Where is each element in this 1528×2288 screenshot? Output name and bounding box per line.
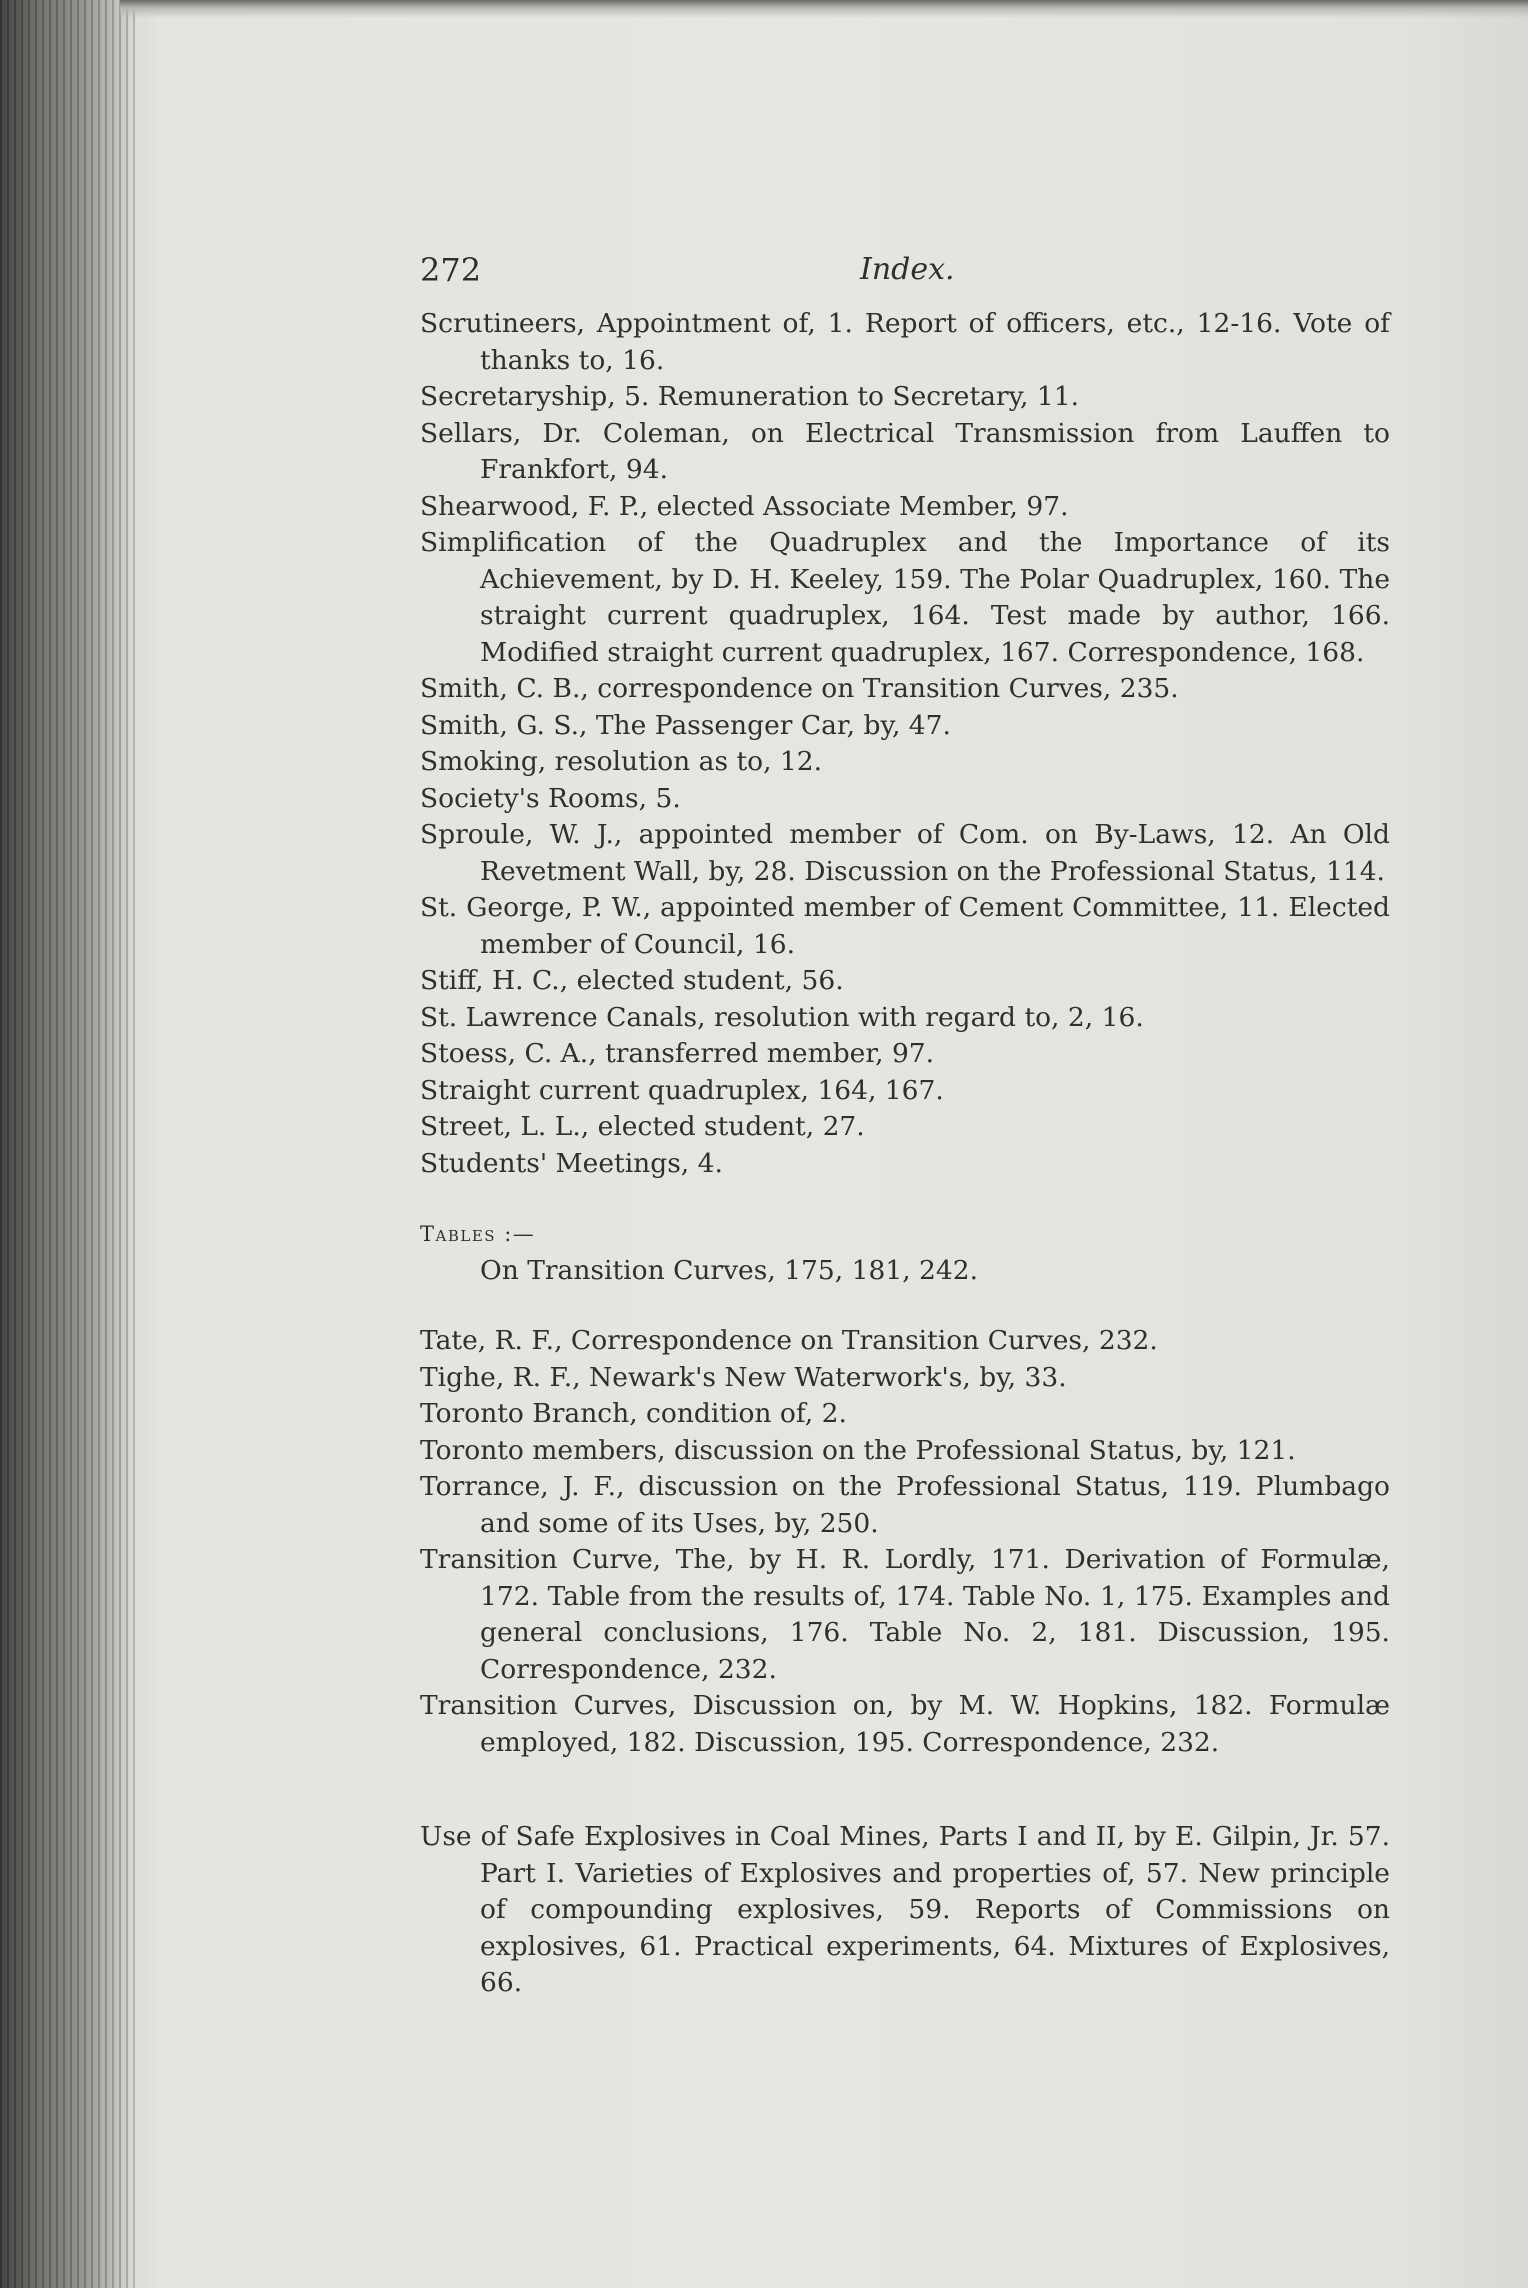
index-entry: St. Lawrence Canals, resolution with regard to, 2, 16. — [420, 1001, 1144, 1033]
index-entry: Transition Curve, The, by H. R. Lordly, 171. Derivation of Formulæ, 172. Table from the results of, 174. Table No. 1, 175. Examples and general conclusions, 176. Table No. 2, 181. Discussion, 195. Correspondence, 232. — [420, 1544, 1390, 1685]
index-entries-u — [420, 1819, 1390, 2002]
index-entry: Smoking, resolution as to, 12. — [420, 746, 823, 777]
index-entry: Transition Curves, Discussion on, by M. W. Hopkins, 182. Formulæ employed, 182. Discussion, 195. Correspondence, 232. — [420, 1690, 1390, 1758]
index-entry: Secretaryship, 5. Remuneration to Secretary, 11. — [420, 381, 1080, 412]
index-entry: Shearwood, F. P., elected Associate Member, 97. — [420, 490, 1069, 522]
index-entry: Sproule, W. J., appointed member of Com. on By-Laws, 12. An Old Revetment Wall, by, 28. Discussion on the Professional Status, 114. — [420, 819, 1390, 887]
page-header — [420, 250, 1390, 306]
index-entry: Sellars, Dr. Coleman, on Electrical Transmission from Lauffen to Frankfort, 94. — [420, 417, 1390, 485]
index-page — [420, 250, 1390, 2002]
tables-entry: On Transition Curves, 175, 181, 242. — [480, 1254, 979, 1286]
index-entry: Toronto Branch, condition of, 2. — [420, 1398, 847, 1429]
section-heading-tables: Tables :— — [420, 1222, 536, 1246]
section-gap — [420, 1761, 1390, 1819]
index-entry: Tate, R. F., Correspondence on Transition Curves, 232. — [420, 1325, 1158, 1356]
index-entries-s — [420, 306, 1390, 1182]
index-entry: St. George, P. W., appointed member of Cement Committee, 11. Elected member of Council, 16. — [420, 892, 1390, 960]
index-entry: Tighe, R. F., Newark's New Waterwork's, by, 33. — [420, 1361, 1067, 1393]
index-entry: Toronto members, discussion on the Professional Status, by, 121. — [420, 1434, 1296, 1466]
book-spine-edge — [0, 0, 140, 2288]
index-entry: Scrutineers, Appointment of, 1. Report of officers, etc., 12-16. Vote of thanks to, 16. — [420, 308, 1390, 376]
index-entry: Simplification of the Quadruplex and the Importance of its Achievement, by D. H. Keeley, 159. The Polar Quadruplex, 160. The straight current quadruplex, 164. Test made by author, 166. Modified straight current quadruplex, 167. Correspondence, 168. — [420, 527, 1390, 668]
index-entry: Stoess, C. A., transferred member, 97. — [420, 1038, 935, 1069]
top-page-shadow — [120, 0, 1528, 18]
index-entry: Smith, G. S., The Passenger Car, by, 47. — [420, 709, 951, 741]
index-entry: Straight current quadruplex, 164, 167. — [420, 1074, 944, 1106]
index-entry: Street, L. L., elected student, 27. — [420, 1111, 865, 1142]
index-entry: Torrance, J. F., discussion on the Professional Status, 119. Plumbago and some of its Uses, by, 250. — [420, 1471, 1390, 1539]
index-entry: Stiff, H. C., elected student, 56. — [420, 965, 844, 996]
running-head: Index. — [860, 252, 955, 287]
index-entry: Students' Meetings, 4. — [420, 1147, 723, 1179]
index-entries-t — [420, 1323, 1390, 1761]
index-entry: Society's Rooms, 5. — [420, 782, 681, 814]
page-number: 272 — [420, 251, 482, 289]
index-entry: Smith, C. B., correspondence on Transition Curves, 235. — [420, 673, 1179, 704]
index-entry: Use of Safe Explosives in Coal Mines, Parts I and II, by E. Gilpin, Jr. 57. Part I. Varieties of Explosives and properties of, 57. New principle of compounding explosives, 59. Reports of Commissions on explosives, 61. Practical experiments, 64. Mixtures of Explosives, 66. — [420, 1821, 1390, 1998]
